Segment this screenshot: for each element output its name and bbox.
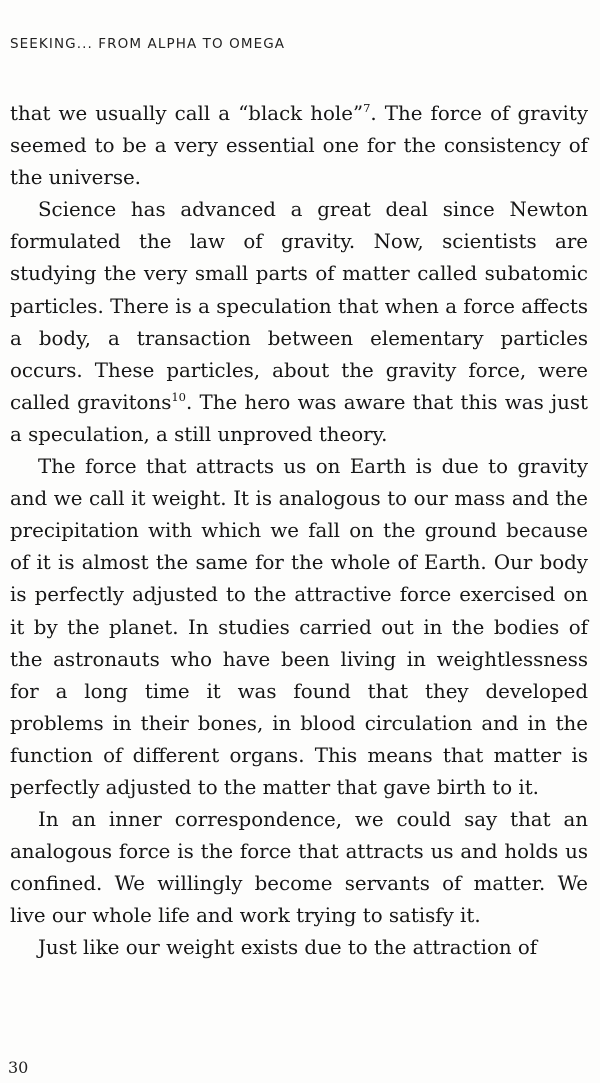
paragraph-text: that we usually call a “black hole” bbox=[10, 102, 364, 125]
paragraph bbox=[10, 98, 588, 194]
paragraph bbox=[10, 932, 588, 964]
paragraph-text: The force that attracts us on Earth is due to gravity and we call it weight. It is analogous to our mass and the precipitation with which we fall on the ground because of it is almost the same for the whole of Earth. Our body is perfectly adjusted to the attractive force exercised on it by the planet. In studies carried out in the bodies of the astronauts who have been living in weightlessness for a long time it was found that they developed problems in their bones, in blood circulation and in the function of different organs. This means that matter is perfectly adjusted to the matter that gave birth to it. bbox=[10, 455, 588, 799]
footnote-reference: 10 bbox=[171, 389, 186, 404]
paragraph-text: Science has advanced a great deal since Newton formulated the law of gravity. Now, scientists are studying the very small parts of matter called subatomic particles. There is a speculation that when a force affects a body, a transaction between elementary particles occurs. These particles, about the gravity force, were called gravitons bbox=[10, 198, 588, 414]
paragraph-text: Just like our weight exists due to the attraction of bbox=[38, 936, 538, 960]
footnote-reference: 7 bbox=[363, 101, 371, 115]
paragraph-text: In an inner correspondence, we could say that an analogous force is the force that attracts us and holds us confined. We willingly become servants of matter. We live our whole life and work trying to satisfy it. bbox=[10, 808, 588, 928]
paragraph-text: . The hero was aware that this was just a speculation, a still unproved theory. bbox=[10, 390, 588, 446]
paragraph bbox=[10, 451, 588, 804]
running-head: SEEKING... FROM ALPHA TO OMEGA bbox=[10, 36, 286, 52]
body-text bbox=[10, 98, 588, 965]
paragraph bbox=[10, 194, 588, 451]
paragraph bbox=[10, 804, 588, 932]
paragraph-text: . The force of gravity seemed to be a very essential one for the consistency of the universe. bbox=[10, 102, 588, 190]
page-number: 30 bbox=[8, 1058, 29, 1077]
